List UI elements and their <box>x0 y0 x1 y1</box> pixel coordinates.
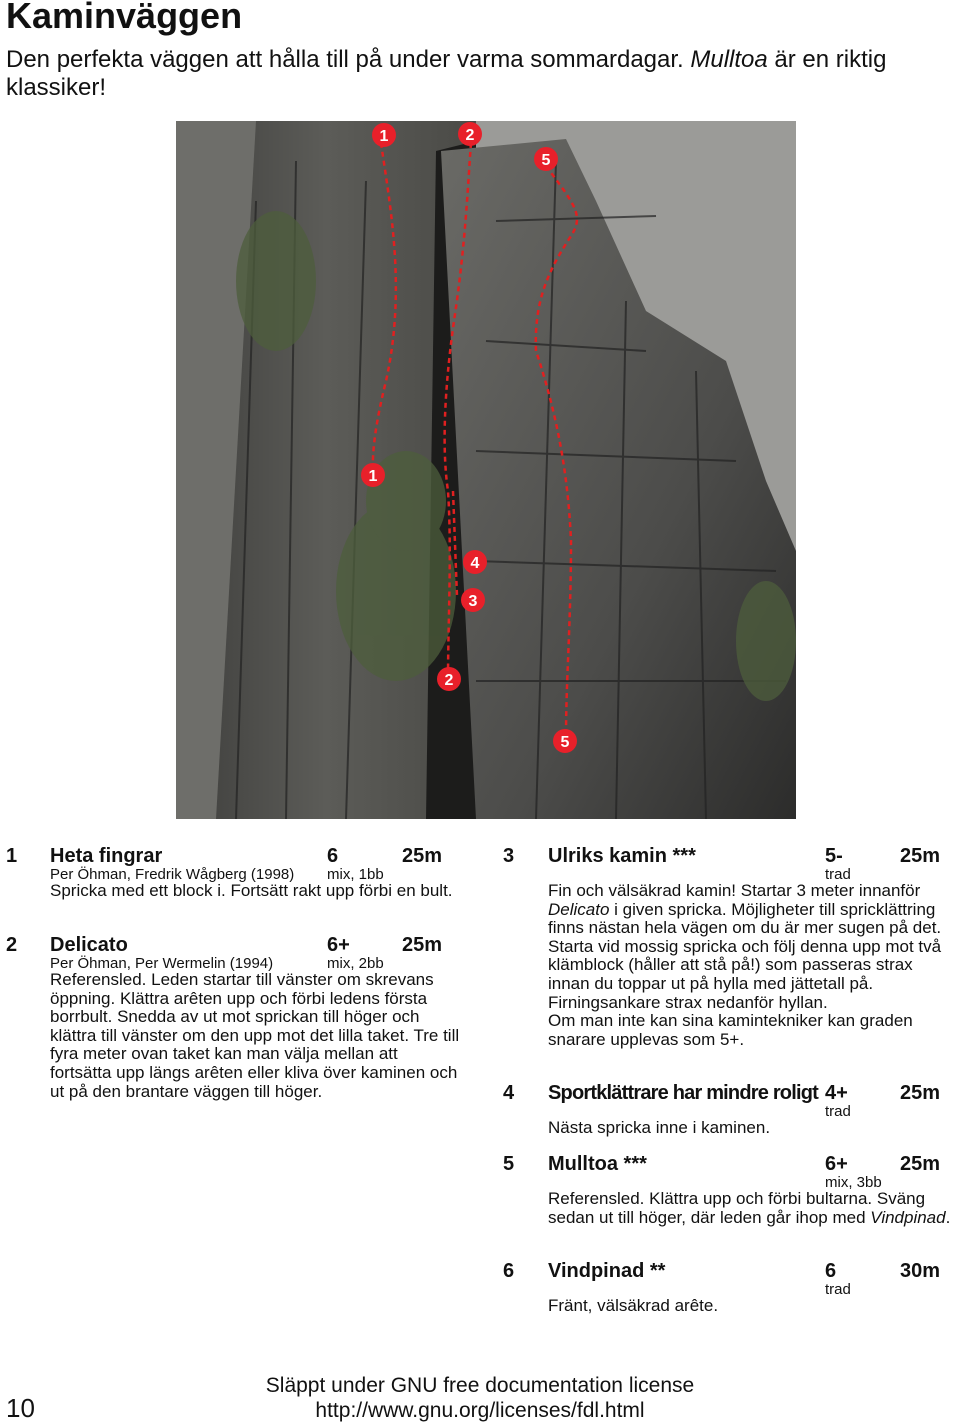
route-style: mix, 3bb <box>825 1174 882 1191</box>
route-marker: 5 <box>560 734 570 751</box>
route-name: Sportklättrare har mindre roligt <box>548 1082 819 1104</box>
route-length: 30m <box>900 1260 941 1282</box>
route-length: 25m <box>900 845 941 867</box>
route-length: 25m <box>900 1153 941 1175</box>
route-grade: 6 <box>825 1260 837 1282</box>
route-entry <box>503 1260 957 1320</box>
route-number: 4 <box>503 1082 515 1104</box>
route-entry <box>6 845 466 925</box>
route-marker: 2 <box>465 127 475 144</box>
intro-route-name: Mulltoa <box>690 46 768 73</box>
route-style: trad <box>825 1281 851 1298</box>
route-number: 5 <box>503 1153 515 1175</box>
route-marker: 3 <box>468 593 478 610</box>
route-entry <box>503 1082 957 1142</box>
page-number: 10 <box>6 1393 35 1423</box>
route-description: Fränt, välsäkrad arête. <box>548 1296 719 1315</box>
route-description: Referensled. Klättra upp och förbi bultarna. Sväng sedan ut till höger, där leden går ihop med Vindpinad. <box>548 1189 951 1227</box>
route-description: Spricka med ett block i. Fortsätt rakt upp förbi en bult. <box>50 881 453 900</box>
route-style: mix, 2bb <box>327 955 384 972</box>
route-marker: 1 <box>379 128 389 145</box>
route-marker: 1 <box>368 468 378 485</box>
route-style: trad <box>825 866 851 883</box>
route-number: 2 <box>6 934 18 956</box>
route-description: Referensled. Leden startar till vänster om skrevans öppning. Klättra arêten upp och förbi ledens första borrbult. Snedda av ut mot sprickan till höger och klättra till vänster om den upp mot det lilla taket. Tre till fyra meter ovan taket kan man välja mellan att fortsätta upp längs arêten eller kliva över kaminen och ut på den brantare väggen till höger. <box>50 970 460 1101</box>
route-name: Heta fingrar <box>50 845 163 867</box>
route-entry <box>503 845 957 1073</box>
route-grade: 5- <box>825 845 843 867</box>
route-first-ascent: Per Öhman, Fredrik Wågberg (1998) <box>50 866 295 883</box>
route-length: 25m <box>900 1082 941 1104</box>
route-grade: 6+ <box>825 1153 848 1175</box>
route-name: Delicato <box>50 934 128 956</box>
route-first-ascent: Per Öhman, Per Wermelin (1994) <box>50 955 274 972</box>
route-marker: 5 <box>541 152 551 169</box>
route-description: Nästa spricka inne i kaminen. <box>548 1118 771 1137</box>
route-style: trad <box>825 1103 851 1120</box>
page-title: Kaminväggen <box>6 0 243 36</box>
route-number: 6 <box>503 1260 515 1282</box>
route-reference: Delicato <box>548 899 610 919</box>
route-length: 25m <box>402 934 443 956</box>
route-length: 25m <box>402 845 443 867</box>
intro-text: Den perfekta väggen att hålla till på under varma sommardagar. Mulltoa är en riktig klassiker! <box>6 46 887 101</box>
route-name: Vindpinad ** <box>548 1260 666 1282</box>
route-name: Ulriks kamin *** <box>548 845 696 867</box>
route-name: Mulltoa *** <box>548 1153 647 1175</box>
license-text: Släppt under GNU free documentation license <box>265 1374 695 1397</box>
route-grade: 4+ <box>825 1082 848 1104</box>
route-marker: 2 <box>444 672 454 689</box>
route-number: 1 <box>6 845 18 867</box>
license-footer <box>230 1373 730 1423</box>
license-url[interactable]: http://www.gnu.org/licenses/fdl.html <box>315 1399 645 1422</box>
route-reference: Vindpinad <box>870 1207 946 1227</box>
route-number: 3 <box>503 845 515 867</box>
route-grade: 6 <box>327 845 339 867</box>
route-marker: 4 <box>470 555 480 572</box>
route-grade: 6+ <box>327 934 350 956</box>
topo-photo <box>176 121 796 819</box>
route-style: mix, 1bb <box>327 866 384 883</box>
route-description: Fin och välsäkrad kamin! Startar 3 meter innanför Delicato i given spricka. Möjligheter till spricklättring finns nästan hela vägen om du är mer sugen på det. Starta vid mossig spricka och följ denna upp mot två klämblock (håller att stå på!) som passeras strax innan du toppar ut på hylla med jättetall på. Firningsankare strax nedanför hyllan. Om man inte kan sina kamintekniker kan graden snarare upplevas som 5+. <box>548 881 942 1049</box>
route-entry <box>503 1153 957 1253</box>
route-entry <box>6 934 466 1124</box>
